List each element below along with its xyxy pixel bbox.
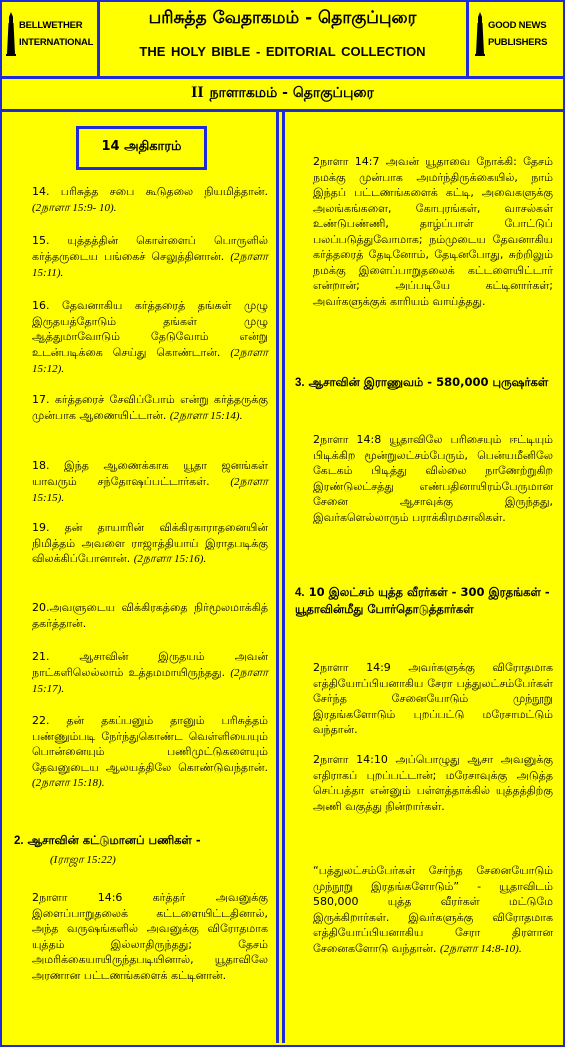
left-logo-text: BELLWETHER INTERNATIONAL bbox=[19, 20, 94, 48]
book-title-bar bbox=[2, 79, 563, 112]
section-paragraph: “பத்துலட்சம்பேர்கள் சேர்ந்த சேனையோடும் முந்நூறு இரதங்களோடும்” - யூதாவிடம் 580,000 யுத்த வீரர்கள் மட்டுமே இருக்கிறார்கள். இவர்களுக்கு விரோதமாக எத்தியோப்பியனாகிய சேரா திரளான சேனைகளோடு வந்தான். (2நாளா 14:8-10). bbox=[313, 864, 553, 955]
header bbox=[2, 2, 563, 79]
section-paragraph: 2நாளா 14:8 யூதாவிலே பரிசையும் ஈட்டியும் பிடிக்கிற மூன்றுலட்சம்பேரும், பென்யமீனிலே கேடகம் பிடித்து வில்லை நாணேற்றுகிற இரண்டுலட்சத்து எண்பதினாயிரம்பேருமான சேனை ஆசாவுக்கு இருந்தது, இவர்களெல்லாரும் பராக்கிரமசாலிகள். bbox=[313, 433, 553, 524]
verse-item: 22. தன் தகப்பனும் தானும் பரிசுத்தம் பண்ணும்படி நேர்ந்துகொண்ட வெள்ளியையும் பொன்னையும் பணிமுட்டுகளையும் தேவனுடைய ஆலயத்திலே கொண்டுவந்தான். (2நாளா 15:18). bbox=[32, 714, 268, 789]
header-title-english: THE HOLY BIBLE - EDITORIAL COLLECTION bbox=[139, 44, 426, 59]
section-paragraph: 2நாளா 14:9 அவர்களுக்கு விரோதமாக எத்தியோப்பியனாகிய சேரா பத்துலட்சம்பேர்கள் சேர்ந்த சேனையோடும் முந்நூறு இரதங்களோடும் புறப்பட்டு மரேசாமட்டும் வந்தான். bbox=[313, 661, 553, 736]
verse-item: 15. யுத்தத்தின் கொள்ளைப் பொருளில் கர்த்தருடைய பங்கைச் செலுத்தினான். (2நாளா 15:11). bbox=[32, 234, 268, 279]
verse-item: 16. தேவனாகிய கர்த்தரைத் தங்கள் முழு இருதயத்தோடும் தங்கள் முழு ஆத்துமாவோடும் தேடுவோம் என்று உடன்படிக்கை செய்து கொண்டான். (2நாளா 15:12). bbox=[32, 299, 268, 375]
section-paragraph: 2நாளா 14:7 அவன் யூதாவை நோக்கி: தேசம் நமக்கு முன்பாக அமர்ந்திருக்கையில், நாம் இந்தப் பட்டணங்களைக் கட்டி, அவைகளுக்கு அலங்கங்களை, கோபுரங்கள், வாசல்கள் உண்டுபண்ணி, தாழ்ப்பாள் போட்டுப் பலப்படுத்துவோமாக; நம்முடைய தேவனாகிய கர்த்தரைத் தேடினோம், தேடினபோது, சுற்றிலும் நமக்கு இளைப்பாறுதலைக் கட்டளையிட்டார் என்றான்; அப்படியே கட்டினார்கள்; அவர்களுக்குக் காரியம் வாய்த்தது. bbox=[313, 155, 553, 308]
verse-item: 21. ஆசாவின் இருதயம் அவன் நாட்களிலெல்லாம் உத்தமமாயிருந்தது. (2நாளா 15:17). bbox=[32, 650, 268, 695]
section-paragraph: 2நாளா 14:10 அப்பொழுது ஆசா அவனுக்கு எதிராகப் புறப்பட்டான்; மரேசாவுக்கு அடுத்த செப்பத்தா என்னும் பள்ளத்தாக்கில் யுத்தத்திற்கு அணி வகுத்து நின்றார்கள். bbox=[313, 753, 553, 813]
section-heading: 3. ஆசாவின் இராணுவம் - 580,000 புருஷர்கள் bbox=[295, 375, 549, 389]
section-reference: (Iராஜா 15:22) bbox=[50, 854, 116, 866]
book-name: நாளாகமம் - தொகுப்புரை bbox=[209, 85, 374, 101]
lighthouse-icon bbox=[475, 12, 485, 56]
right-logo-text: GOOD NEWS PUBLISHERS bbox=[488, 20, 548, 48]
verse-item: 17. கர்த்தரைச் சேவிப்போம் என்று கர்த்தருக்கு முன்பாக ஆணையிட்டான். (2நாளா 15:14). bbox=[32, 393, 268, 422]
verse-item: 18. இந்த ஆணைக்காக யூதா ஜனங்கள் யாவரும் சந்தோஷப்பட்டார்கள். (2நாளா 15:15). bbox=[32, 459, 268, 504]
chapter-label: 14 அதிகாரம் bbox=[76, 126, 207, 170]
section-paragraph: 2நாளா 14:6 கர்த்தர் அவனுக்கு இளைப்பாறுதலைக் கட்டளையிட்டதினால், அந்த வருஷங்களில் அவனுக்கு விரோதமாக யுத்தம் இல்லாதிருந்தது; தேசம் அமரிக்கையாயிருந்தபடியினால், யூதாவிலே அரணான பட்டணங்களைக் கட்டினான். bbox=[32, 891, 268, 982]
section-heading: 2. ஆசாவின் கட்டுமானப் பணிகள் - bbox=[14, 833, 201, 847]
right-column bbox=[282, 112, 565, 1043]
left-column bbox=[2, 112, 279, 1043]
section-heading: 4. 10 இலட்சம் யுத்த வீரர்கள் - 300 இரதங்கள் - யூதாவின்மீது போர்தொடுத்தார்கள் bbox=[295, 585, 550, 616]
book-roman-numeral: II bbox=[191, 84, 204, 101]
verse-item: 20.அவளுடைய விக்கிரகத்தை நிர்மூலமாக்கித் தகர்த்தான். bbox=[32, 601, 268, 630]
verse-item: 14. பரிசுத்த சபை கூடுதலை நியமித்தான். (2நாளா 15:9- 10). bbox=[32, 185, 268, 214]
verse-item: 19. தன் தாயாரின் விக்கிரகாராதனையின் நிமித்தம் அவளை ராஜாத்தியாய் இராதபடிக்கு விலக்கிப்போனான். (2நாளா 15:16). bbox=[32, 521, 268, 565]
lighthouse-icon bbox=[6, 12, 16, 56]
left-logo bbox=[2, 2, 100, 76]
right-logo bbox=[466, 2, 563, 76]
header-title-tamil: பரிசுத்த வேதாகமம் - தொகுப்புரை bbox=[148, 8, 417, 28]
